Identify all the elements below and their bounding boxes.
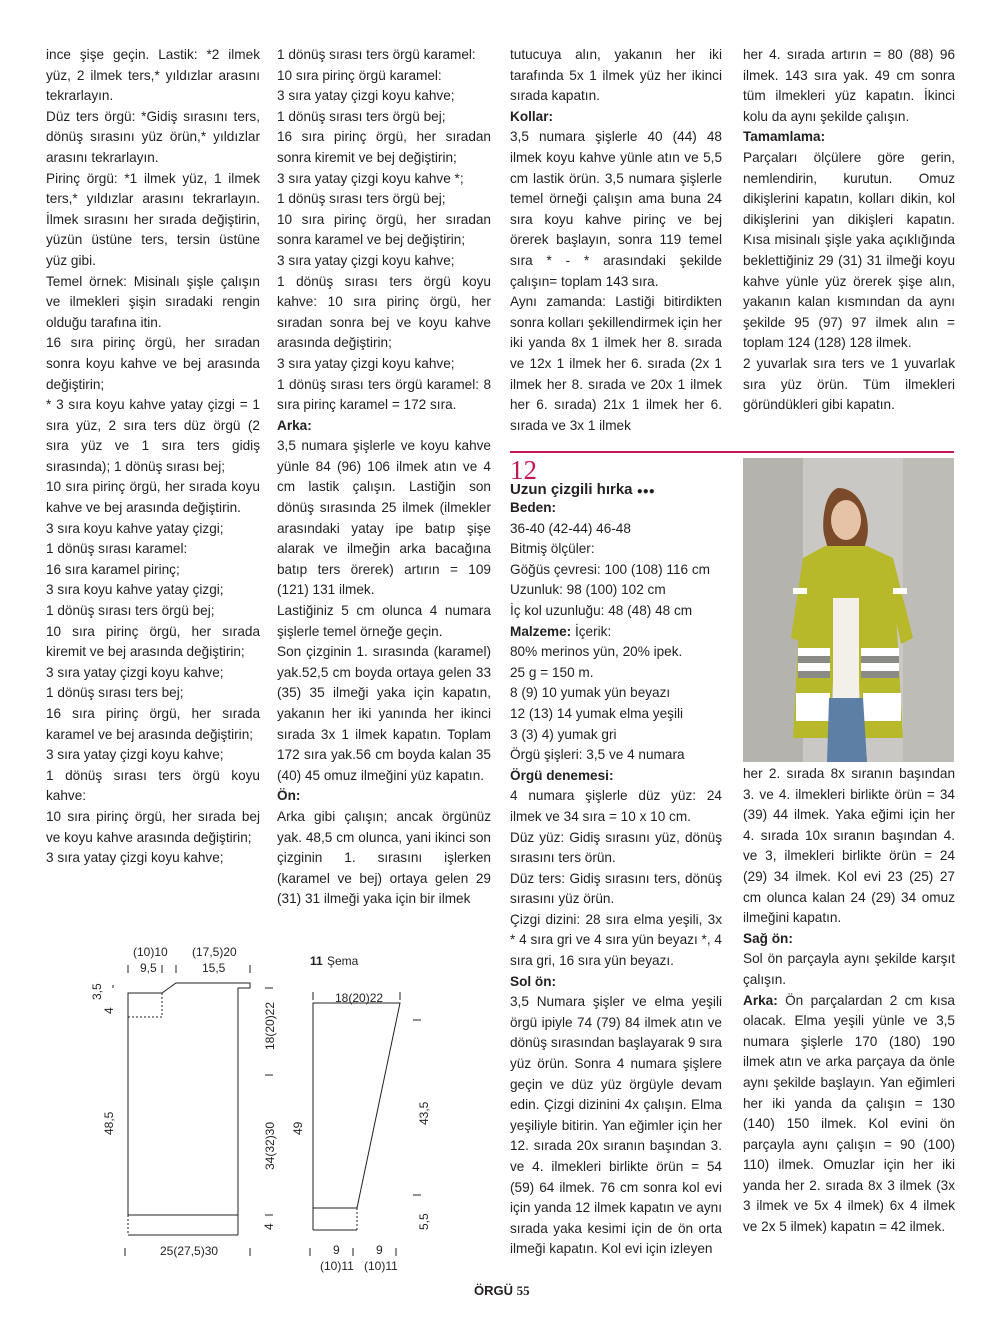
col2-paragraph: 10 sıra pirinç örgü karamel: xyxy=(277,67,442,83)
arka-paragraph: Lastiğiniz 5 cm olunca 4 numara şişlerle temel örneğe geçin. xyxy=(277,603,491,639)
schema-svg xyxy=(80,940,460,1280)
section-heading-malzeme: Malzeme: xyxy=(510,623,572,639)
dim-left-4b: 4 xyxy=(262,1223,276,1230)
dim-bottom: 25(27,5)30 xyxy=(160,1244,219,1258)
beden-paragraph: Uzunluk: 98 (100) 102 cm xyxy=(510,582,666,598)
dim-left-4: 4 xyxy=(102,1007,116,1014)
column-2 xyxy=(277,45,491,910)
col1-paragraph: 3 sıra yatay çizgi koyu kahve; xyxy=(46,664,224,680)
schema-title: Şema xyxy=(327,954,359,968)
col1-paragraph: 1 dönüş sırası ters örgü koyu kahve: xyxy=(46,767,260,804)
col1-paragraph: 10 sıra pirinç örgü, her sırada kiremit ve bej arasında değiştirin; xyxy=(46,623,260,660)
section-heading-arka: Arka: xyxy=(277,417,312,433)
col1-paragraph: 16 sıra pirinç örgü, her sırada karamel ve bej arasında değiştirin; xyxy=(46,706,260,742)
magazine-name: ÖRGÜ xyxy=(474,1283,513,1298)
col2-paragraph: 1 dönüş sırası ters örgü bej; xyxy=(277,108,446,124)
cardigan-photo xyxy=(743,458,954,762)
col1-paragraph: 3 sıra yatay çizgi koyu kahve; xyxy=(46,747,224,763)
pattern-title-text: Uzun çizgili hırka xyxy=(510,481,633,498)
malzeme-first: İçerik: xyxy=(574,623,612,639)
section-heading-tamamlama: Tamamlama: xyxy=(743,129,826,145)
arka2-text: Ön parçalardan 2 cm kısa olacak. Elma yeşili yünle ve 3,5 numara şişlerle 170 (180) 190 ilmek atın ve arka parçaya da önle aynı şekilde başlayın. Yan eğimleri her iki yanda da çalışın = 130 (140) 150 ilmek. Kol evini ön parçayla aynı çalışın = 90 (100) 110) ilmek. Omuzlar için her iki yanda her 2. sırada 8x 3 ilmek (3x 3 ilmek ve 5x 4 ilmek) 6x 4 ilmek ve 2x 5 ilmek) kapatın = 42 ilmek. xyxy=(743,992,955,1235)
section-divider xyxy=(510,451,954,453)
section-heading-arka2: Arka: xyxy=(743,992,778,1008)
malzeme-paragraph: 12 (13) 14 yumak elma yeşili xyxy=(510,705,684,721)
section-heading-sagon: Sağ ön: xyxy=(743,930,793,946)
schema-number: 11 xyxy=(310,954,323,968)
column-1 xyxy=(46,45,260,869)
dim-left-35: 3,5 xyxy=(90,983,104,1000)
column-4-pattern-12 xyxy=(743,764,955,1238)
page-number: 55 xyxy=(516,1283,530,1298)
col4-paragraph: her 4. sırada artırın = 80 (88) 96 ilmek. 143 sıra yak. 49 cm sonra tüm ilmekleri yüz kapatın. İkinci kolu da aynı şekilde çalışın. xyxy=(743,47,955,124)
col1-paragraph: Temel örnek: Misinalı şişle çalışın ve ilmekleri şişin sıradaki rengin olduğu tarafına itin. xyxy=(46,273,260,330)
solon-paragraph: 3,5 Numara şişler ve elma yeşili örgü ipiyle 74 (79) 84 ilmek atın ve dönüş sırasından başlayarak 9 sıra yüz örün. Sonra 4 numara şişlere geçin ve düz yüz örgüyle devam edin. Çizgi dizinini 4x çalışın. Elma yeşiliyle bitirin. Yan eğimler için her 12. sırada 20x sıranın başından 3. ve 4. ilmekleri birlikte örün = 54 (59) 64 ilmek. 76 cm sonra kol evi için yanda 12 ilmek kapatın ve aynı sırada yaka kesimi için de ön orta ilmeği kapatın. Kol evi için izleyen xyxy=(510,994,722,1257)
col2-paragraph: 3 sıra yatay çizgi koyu kahve; xyxy=(277,88,455,104)
arka2-line xyxy=(743,991,955,1238)
sagon-paragraph: Sol ön parçayla aynı şekilde karşıt çalışın. xyxy=(743,951,955,987)
malzeme-paragraph: 3 (3) 4) yumak gri xyxy=(510,726,617,742)
beden-paragraph: Bitmiş ölçüler: xyxy=(510,541,595,557)
section-heading-kollar: Kollar: xyxy=(510,108,554,124)
beden-paragraph: 36-40 (42-44) 46-48 xyxy=(510,520,631,536)
column-3-pattern-12 xyxy=(510,498,722,1260)
deneme-paragraph: Düz yüz: Gidiş sırasını yüz, dönüş sırasını ters örün. xyxy=(510,829,722,866)
col2-paragraph: 1 dönüş sırası ters örgü bej; xyxy=(277,191,446,207)
deneme-paragraph: Çizgi dizini: 28 sıra elma yeşili, 3x * 4 sıra gri ve 4 sıra yün beyazı *, 4 sıra gri, 16 sıra yün beyazı. xyxy=(510,911,722,969)
col2-paragraph: 3 sıra yatay çizgi koyu kahve; xyxy=(277,252,455,268)
dim-sleeve-right-b: 5,5 xyxy=(417,1213,431,1230)
dim-top-b2: 15,5 xyxy=(202,961,226,975)
malzeme-paragraph: Örgü şişleri: 3,5 ve 4 numara xyxy=(510,747,685,763)
section-heading-beden: Beden: xyxy=(510,500,557,515)
dim-right-18: 18(20)22 xyxy=(263,1001,277,1050)
on-paragraph: Arka gibi çalışın; ancak örgünüz yak. 48,5 cm olunca, yani ikinci son çizginin 1. sırasını işlerken (karamel ve bej) ortaya gelen 29 (31) 31 ilmeği yaka için bir ilmek xyxy=(277,808,491,907)
col3-paragraph: tutucuya alın, yakanın her iki tarafında 5x 1 ilmek yüz her ikinci sırada kapatın. xyxy=(510,47,722,104)
dim-top-a2: 9,5 xyxy=(140,961,157,975)
col1-paragraph: 3 sıra koyu kahve yatay çizgi; xyxy=(46,582,224,598)
dim-sleeve-bottom-b2: (10)11 xyxy=(364,1259,398,1273)
col2-paragraph: 1 dönüş sırası ters örgü karamel: 8 sıra pirinç karamel = 172 sıra. xyxy=(277,376,491,413)
malzeme-paragraph: 80% merinos yün, 20% ipek. xyxy=(510,644,683,660)
col1-paragraph: 3 sıra yatay çizgi koyu kahve; xyxy=(46,850,224,866)
dim-top-b: (17,5)20 xyxy=(192,945,237,959)
cardigan-illustration xyxy=(743,458,954,762)
tamamlama-paragraph: 2 yuvarlak sıra ters ve 1 yuvarlak sıra yüz örün. Tüm ilmekleri göründükleri gibi kapatın. xyxy=(743,355,955,413)
col1-paragraph: Düz ters örgü: *Gidiş sırasını ters, dönüş sırasını yüz örün,* yıldızlar arasını tekrarlayın. xyxy=(46,108,260,165)
col2-paragraph: 1 dönüş sırası ters örgü koyu kahve: 10 sıra pirinç örgü, her sıradan sonra bej ve koyu kahve arasında değiştirin; xyxy=(277,273,491,351)
kollar-paragraph: Aynı zamanda: Lastiği bitirdikten sonra kolları şekillendirmek için her iki yanda 8x 1 ilmek her 8. sırada ve 12x 1 ilmek her 6. sırada (2x 1 ilmek her 8. sırada ve 20x 1 ilmek her 6. sırada) 21x 1 ilmek her 6. sırada ve 3x 1 ilmek xyxy=(510,294,722,433)
dim-sleeve-bottom-b: 9 xyxy=(376,1243,383,1257)
column-3 xyxy=(510,45,722,436)
deneme-paragraph: 4 numara şişlerle düz yüz: 24 ilmek ve 34 sıra = 10 x 10 cm. xyxy=(510,788,722,824)
malzeme-paragraph: 25 g = 150 m. xyxy=(510,664,594,680)
col1-paragraph: 1 dönüş sırası ters bej; xyxy=(46,685,184,701)
col1-paragraph: 10 sıra pirinç örgü, her sırada bej ve koyu kahve arasında değiştirin; xyxy=(46,808,260,845)
beden-paragraph: İç kol uzunluğu: 48 (48) 48 cm xyxy=(510,602,693,618)
col1-paragraph: 10 sıra pirinç örgü, her sırada koyu kahve ve bej arasında değiştirin. xyxy=(46,479,260,516)
section-heading-on: Ön: xyxy=(277,788,301,804)
difficulty-dots: ●●● xyxy=(636,486,655,497)
dim-right-34: 34(32)30 xyxy=(263,1121,277,1170)
col1-paragraph: ince şişe geçin. Lastik: *2 ilmek yüz, 2 ilmek ters,* yıldızlar arasını tekrarlayın. xyxy=(46,47,260,104)
malzeme-line xyxy=(510,622,722,643)
beden-paragraph: Göğüs çevresi: 100 (108) 116 cm xyxy=(510,561,710,577)
dim-left-485: 48,5 xyxy=(102,1111,116,1135)
col2-paragraph: 16 sıra pirinç örgü, her sıradan sonra kiremit ve bej değiştirin; xyxy=(277,129,491,165)
col1-paragraph: Pirinç örgü: *1 ilmek yüz, 1 ilmek ters,* yıldızlar arasını tekrarlayın. İlmek sırasını her sırada değiştirin, yüzün üstüne ters, tersin üstüne yüz gibi. xyxy=(46,170,260,268)
arka-paragraph: 3,5 numara şişlerle ve koyu kahve yünle 84 (96) 106 ilmek atın ve 4 cm lastik çalışın. Lastiğin son dönüş sırasında 25 ilmek (ilmekler arasındaki yatay ipe batıp şişe alarak ve ilmeğin arka bacağına batıp ters örerek) artırın = 109 (121) 131 ilmek. xyxy=(277,438,491,598)
dim-top-a: (10)10 xyxy=(133,945,168,959)
column-4 xyxy=(743,45,955,416)
dim-sleeve-bottom-a: 9 xyxy=(333,1243,340,1257)
pattern-number: 12 xyxy=(510,455,537,485)
col1-paragraph: 16 sıra karamel pirinç; xyxy=(46,561,180,577)
col2-paragraph: 3 sıra yatay çizgi koyu kahve *; xyxy=(277,170,464,186)
col2-paragraph: 10 sıra pirinç örgü, her sıradan sonra karamel ve bej değiştirin; xyxy=(277,211,491,248)
col1-paragraph: 3 sıra koyu kahve yatay çizgi; xyxy=(46,520,224,536)
section-heading-solon: Sol ön: xyxy=(510,973,557,989)
col1-paragraph: * 3 sıra koyu kahve yatay çizgi = 1 sıra yüz, 2 sıra ters düz örgü (2 sıra yüz ve 1 sıra ters gidiş sırasında); 1 dönüş sırası bej; xyxy=(46,397,260,474)
col1-paragraph: 1 dönüş sırası ters örgü bej; xyxy=(46,603,215,619)
col2-paragraph: 1 dönüş sırası ters örgü karamel: xyxy=(277,47,476,62)
deneme-paragraph: Düz ters: Gidiş sırasını ters, dönüş sırasını yüz örün. xyxy=(510,870,722,907)
col1-paragraph: 16 sıra pirinç örgü, her sıradan sonra koyu kahve ve bej arasında değiştirin; xyxy=(46,335,260,392)
malzeme-paragraph: 8 (9) 10 yumak yün beyazı xyxy=(510,685,671,701)
dim-sleeve-right: 43,5 xyxy=(417,1101,431,1125)
col4b-paragraph: her 2. sırada 8x sıranın başından 3. ve 4. ilmekleri birlikte örün = 34 (39) 44 ilmek. Yaka eğimi için her 4. sırada 10x sıranın başından 4. ve 3, ilmekleri birlikte örün = 24 (29) 34 ilmek. Kol evi 23 (25) 27 cm olunca kalan 24 (29) 34 omuz ilmeğini kapatın. xyxy=(743,766,955,926)
dim-sleeve-bottom-a2: (10)11 xyxy=(320,1259,354,1273)
page-footer xyxy=(474,1283,530,1299)
arka-paragraph: Son çizginin 1. sırasında (karamel) yak.52,5 cm boyda ortaya gelen 33 (35) 35 ilmeği yaka için kapatın, yakanın her iki yanında her ikinci sırada 3x 1 ilmek kapatın. Toplam 172 sıra yak.56 cm boyda kalan 35 (40) 45 omuz ilmeğini yüz kapatın. xyxy=(277,644,491,783)
dim-sleeve-top: 18(20)22 xyxy=(335,991,384,1005)
dim-sleeve-left: 49 xyxy=(291,1121,305,1135)
schema-diagrams xyxy=(80,940,460,1280)
col1-paragraph: 1 dönüş sırası karamel: xyxy=(46,541,188,557)
col2-paragraph: 3 sıra yatay çizgi koyu kahve; xyxy=(277,355,455,371)
tamamlama-paragraph: Parçaları ölçülere göre gerin, nemlendirin, kurutun. Omuz dikişlerini kapatın, kolları dikin, kol dikişlerini yan dikişleri kapatın. Kısa misinalı şişle yaka açıklığında beklettiğiniz 29 (31) 31 ilmeği koyu kahve yünle yüz örerek şişe alın, yakanın kalan kısmından da aynı şekilde 95 (97) 97 ilmek alın = toplam 124 (128) 128 ilmek. xyxy=(743,149,955,351)
kollar-paragraph: 3,5 numara şişlerle 40 (44) 48 ilmek koyu kahve yünle atın ve 5,5 cm lastik örün. 3,5 numara şişlerle temel örneği çalışın ama buna 24 sıra koyu kahve pirinç ve bej örerek başlayın, sonra 119 temel sıra * - * arasındaki şekilde çalışın= toplam 143 sıra. xyxy=(510,129,722,289)
section-heading-deneme: Örgü denemesi: xyxy=(510,767,614,783)
